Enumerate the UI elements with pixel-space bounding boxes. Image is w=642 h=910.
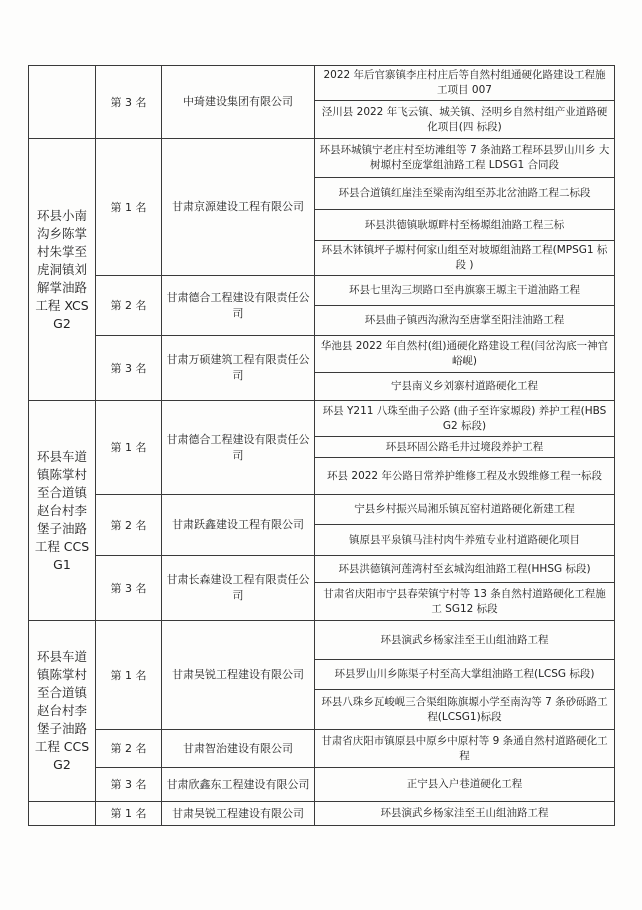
performance-cell: 环县罗山川乡陈渠子村至高大掌组油路工程(LCSG 标段) <box>315 660 615 690</box>
performance-cell: 环县八珠乡瓦峻岘三合渠组陈旗塬小学至南沟等 7 条砂砾路工程(LCSG1)标段 <box>315 690 615 730</box>
performance-cell: 环县七里沟三坝路口至冉旗寨王塬主干道油路工程 <box>315 276 615 306</box>
performance-cell: 环县洪德镇耿塬畔村至杨塬组油路工程三标 <box>315 210 615 241</box>
rank-cell: 第 2 名 <box>96 495 162 556</box>
table-row <box>29 139 615 178</box>
performance-cell: 镇原县平泉镇马洼村肉牛养殖专业村道路硬化项目 <box>315 525 615 556</box>
table-row <box>29 401 615 437</box>
performance-cell: 正宁县入户巷道硬化工程 <box>315 768 615 802</box>
performance-cell: 环县洪德镇河莲湾村至玄城沟组油路工程(HHSG 标段) <box>315 556 615 583</box>
table-row <box>29 768 615 802</box>
project-cell <box>29 66 96 139</box>
table-row <box>29 495 615 525</box>
company-cell: 甘肃德合工程建设有限责任公司 <box>162 276 315 336</box>
table-row <box>29 336 615 373</box>
table-row <box>29 276 615 306</box>
rank-cell: 第 1 名 <box>96 621 162 730</box>
rank-cell: 第 1 名 <box>96 139 162 276</box>
table-row <box>29 802 615 826</box>
performance-cell: 华池县 2022 年自然村(组)通硬化路建设工程(闫岔沟底一神官峪岘) <box>315 336 615 373</box>
performance-cell: 环县演武乡杨家洼至王山组油路工程 <box>315 802 615 826</box>
performance-cell: 环县环城镇宁老庄村至坊滩组等 7 条油路工程环县罗山川乡 大树塬村至庞掌组油路工程 LDSG1 合同段 <box>315 139 615 178</box>
company-cell: 甘肃万硕建筑工程有限责任公司 <box>162 336 315 401</box>
rank-cell: 第 1 名 <box>96 802 162 826</box>
table-row <box>29 730 615 768</box>
performance-cell: 环县曲子镇西沟湫沟至唐掌至阳洼油路工程 <box>315 306 615 336</box>
performance-cell: 甘肃省庆阳市宁县春荣镇宁村等 13 条自然村道路硬化工程施工 SG12 标段 <box>315 583 615 621</box>
company-cell: 甘肃跃鑫建设工程有限公司 <box>162 495 315 556</box>
performance-cell: 宁县乡村振兴局湘乐镇瓦窑村道路硬化新建工程 <box>315 495 615 525</box>
company-cell: 甘肃长森建设工程有限责任公司 <box>162 556 315 621</box>
performance-cell: 环县 2022 年公路日常养护维修工程及水毁维修工程一标段 <box>315 458 615 495</box>
performance-cell: 环县演武乡杨家洼至王山组油路工程 <box>315 621 615 660</box>
company-cell: 甘肃德合工程建设有限责任公司 <box>162 401 315 495</box>
company-cell: 中琦建设集团有限公司 <box>162 66 315 139</box>
performance-cell: 甘肃省庆阳市镇原县中原乡中原村等 9 条通自然村道路硬化工程 <box>315 730 615 768</box>
rank-cell: 第 1 名 <box>96 401 162 495</box>
performance-cell: 宁县南义乡刘寨村道路硬化工程 <box>315 373 615 401</box>
candidate-table <box>28 65 615 826</box>
table-row <box>29 66 615 101</box>
performance-cell: 泾川县 2022 年飞云镇、城关镇、泾明乡自然村组产业道路硬化项目(四 标段) <box>315 101 615 139</box>
project-cell <box>29 802 96 826</box>
performance-cell: 2022 年后官寨镇李庄村庄后等自然村组通硬化路建设工程施工项目 007 <box>315 66 615 101</box>
rank-cell: 第 2 名 <box>96 730 162 768</box>
company-cell: 甘肃昊锐工程建设有限公司 <box>162 802 315 826</box>
company-cell: 甘肃昊锐工程建设有限公司 <box>162 621 315 730</box>
performance-cell: 环县合道镇红崖洼至梁南沟组至苏北岔油路工程二标段 <box>315 178 615 210</box>
company-cell: 甘肃京源建设工程有限公司 <box>162 139 315 276</box>
table-row <box>29 621 615 660</box>
rank-cell: 第 2 名 <box>96 276 162 336</box>
performance-cell: 环县 Y211 八珠至曲子公路 (曲子至许家塬段) 养护工程(HBSG2 标段) <box>315 401 615 437</box>
performance-cell: 环县木钵镇坪子塬村何家山组至对坡塬组油路工程(MPSG1 标段 ) <box>315 241 615 276</box>
rank-cell: 第 3 名 <box>96 66 162 139</box>
performance-cell: 环县环固公路毛井过境段养护工程 <box>315 437 615 458</box>
project-cell: 环县车道镇陈掌村至合道镇赵台村李堡子油路工程 CCSG2 <box>29 621 96 802</box>
project-cell: 环县车道镇陈掌村至合道镇赵台村李堡子油路工程 CCSG1 <box>29 401 96 621</box>
rank-cell: 第 3 名 <box>96 556 162 621</box>
project-cell: 环县小南沟乡陈掌村朱掌至虎洞镇刘解掌油路工程 XCSG2 <box>29 139 96 401</box>
table-row <box>29 556 615 583</box>
company-cell: 甘肃欣鑫东工程建设有限公司 <box>162 768 315 802</box>
company-cell: 甘肃智治建设有限公司 <box>162 730 315 768</box>
rank-cell: 第 3 名 <box>96 336 162 401</box>
rank-cell: 第 3 名 <box>96 768 162 802</box>
